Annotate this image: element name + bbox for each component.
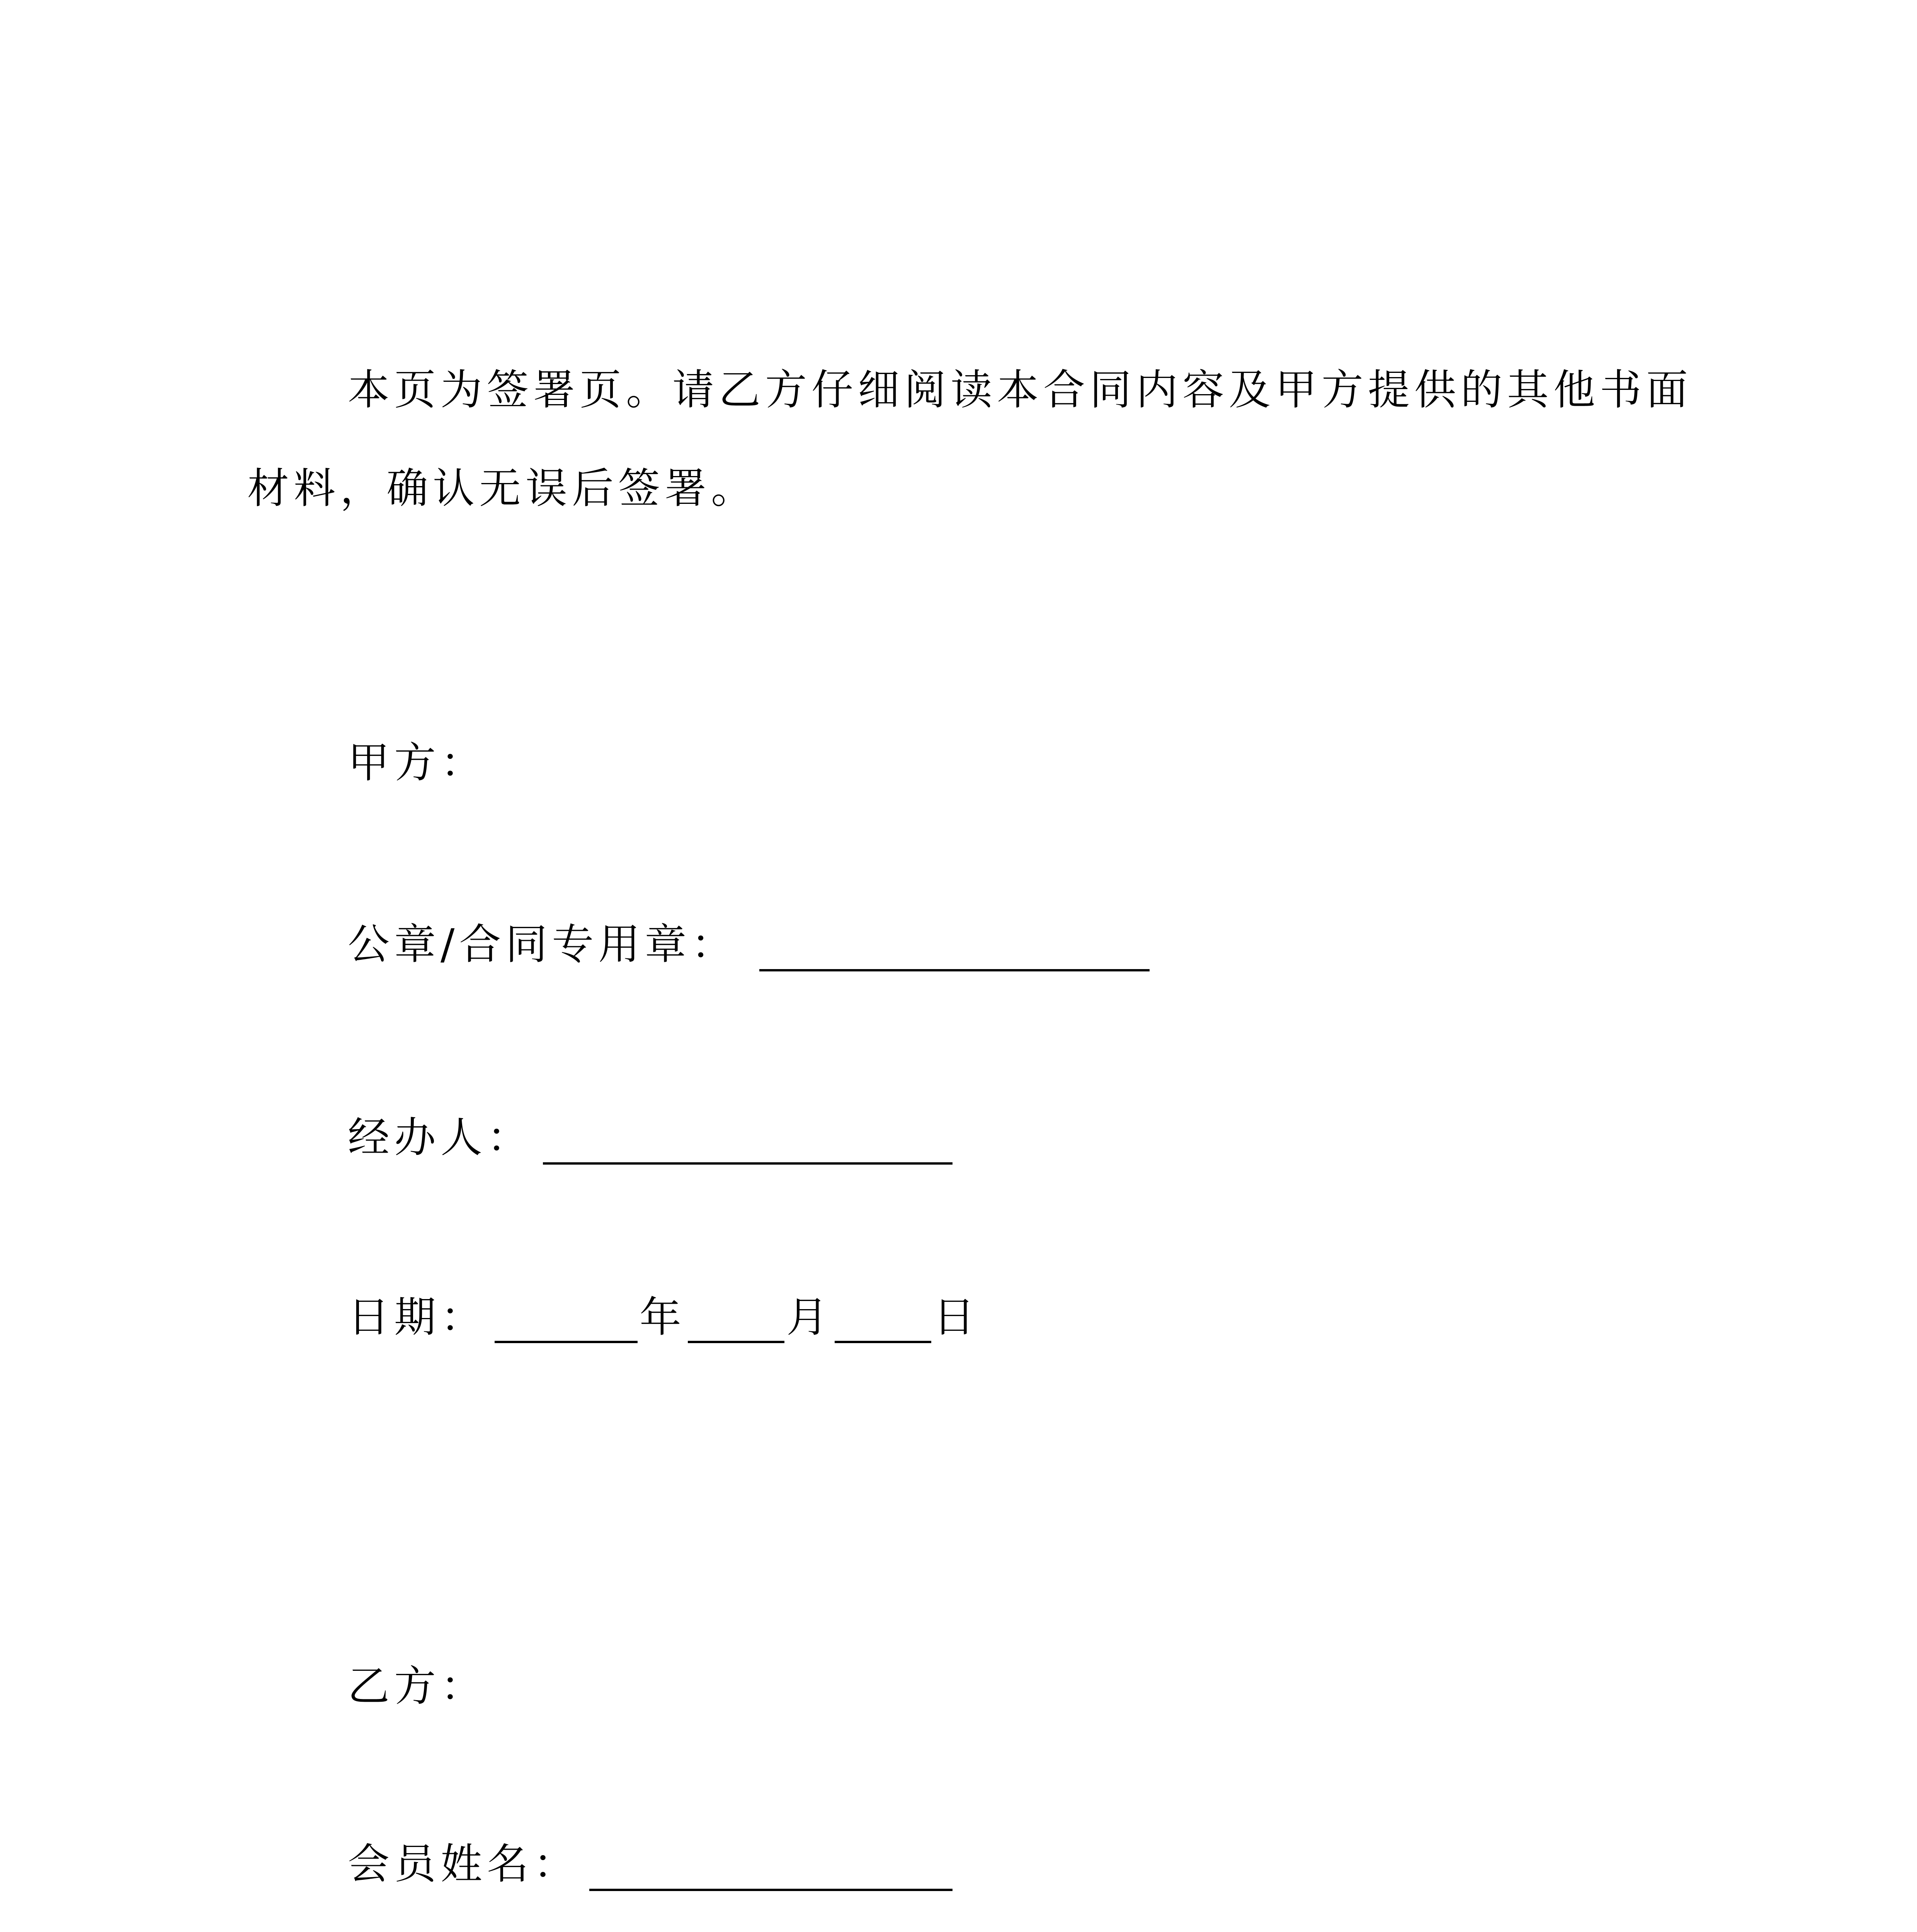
agent-label: 经办人： [348, 1114, 534, 1162]
party-a-year-label: 年 [640, 1293, 686, 1342]
member-name-label: 会员姓名： [348, 1840, 580, 1888]
seal-label: 公章/合同专用章： [348, 920, 738, 969]
party-a-heading: 甲方： [348, 739, 487, 787]
party-a-day-line[interactable] [835, 1341, 931, 1343]
seal-signature-line[interactable] [759, 969, 1150, 971]
intro-line-2: 材料，确认无误后签署。 [247, 464, 758, 513]
party-a-year-line[interactable] [495, 1341, 638, 1343]
agent-signature-line[interactable] [543, 1162, 953, 1165]
party-a-month-line[interactable] [688, 1341, 784, 1343]
member-name-line[interactable] [589, 1889, 953, 1891]
intro-line-1: 本页为签署页。请乙方仔细阅读本合同内容及甲方提供的其他书面 [348, 366, 1693, 414]
party-a-day-label: 日 [933, 1293, 980, 1342]
party-b-heading: 乙方： [348, 1662, 487, 1711]
party-a-month-label: 月 [786, 1293, 833, 1342]
party-a-date-label: 日期： [348, 1293, 487, 1342]
